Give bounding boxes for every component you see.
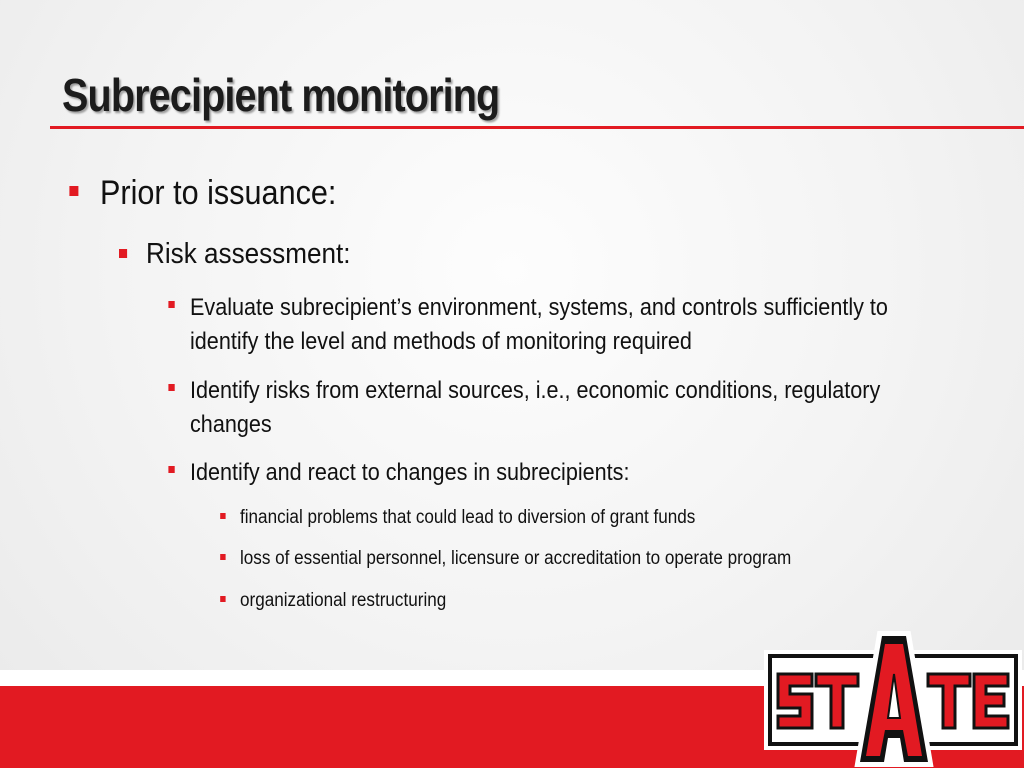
bullet-square-icon: [168, 466, 174, 473]
bullet-level1: [100, 174, 336, 213]
bullet-level4-restructuring: [240, 590, 446, 612]
bullet-square-icon: [220, 513, 225, 519]
bullet-square-icon: [168, 301, 174, 308]
bullet-text: loss of essential personnel, licensure or accreditation to operate program: [240, 548, 792, 569]
bullet-text: Evaluate subrecipient’s environment, systems, and controls sufficiently to identify the level and methods of monitoring required: [190, 294, 888, 355]
bullet-square-icon: [119, 249, 127, 258]
bullet-level3-evaluate: [190, 291, 955, 359]
bullet-square-icon: [220, 596, 225, 602]
bullet-text: Identify risks from external sources, i.e., economic conditions, regulatory changes: [190, 377, 881, 438]
bullet-square-icon: [69, 186, 78, 196]
bullet-text: financial problems that could lead to diversion of grant funds: [240, 507, 696, 528]
bullet-level3-changes: [190, 456, 955, 490]
bullet-text: organizational restructuring: [240, 590, 447, 611]
bullet-square-icon: [220, 554, 225, 560]
bullet-level3-external-risks: [190, 374, 955, 442]
slide-title: Subrecipient monitoring: [62, 69, 500, 121]
arkansas-state-logo: [762, 628, 1024, 768]
bullet-level4-financial: [240, 507, 695, 529]
bullet-level4-personnel: [240, 548, 791, 570]
bullet-square-icon: [168, 384, 174, 391]
bullet-level2: [146, 238, 351, 271]
bullet-text: Risk assessment:: [146, 238, 351, 270]
bullet-text: Prior to issuance:: [100, 174, 337, 212]
bullet-text: Identify and react to changes in subrecipients:: [190, 459, 630, 486]
